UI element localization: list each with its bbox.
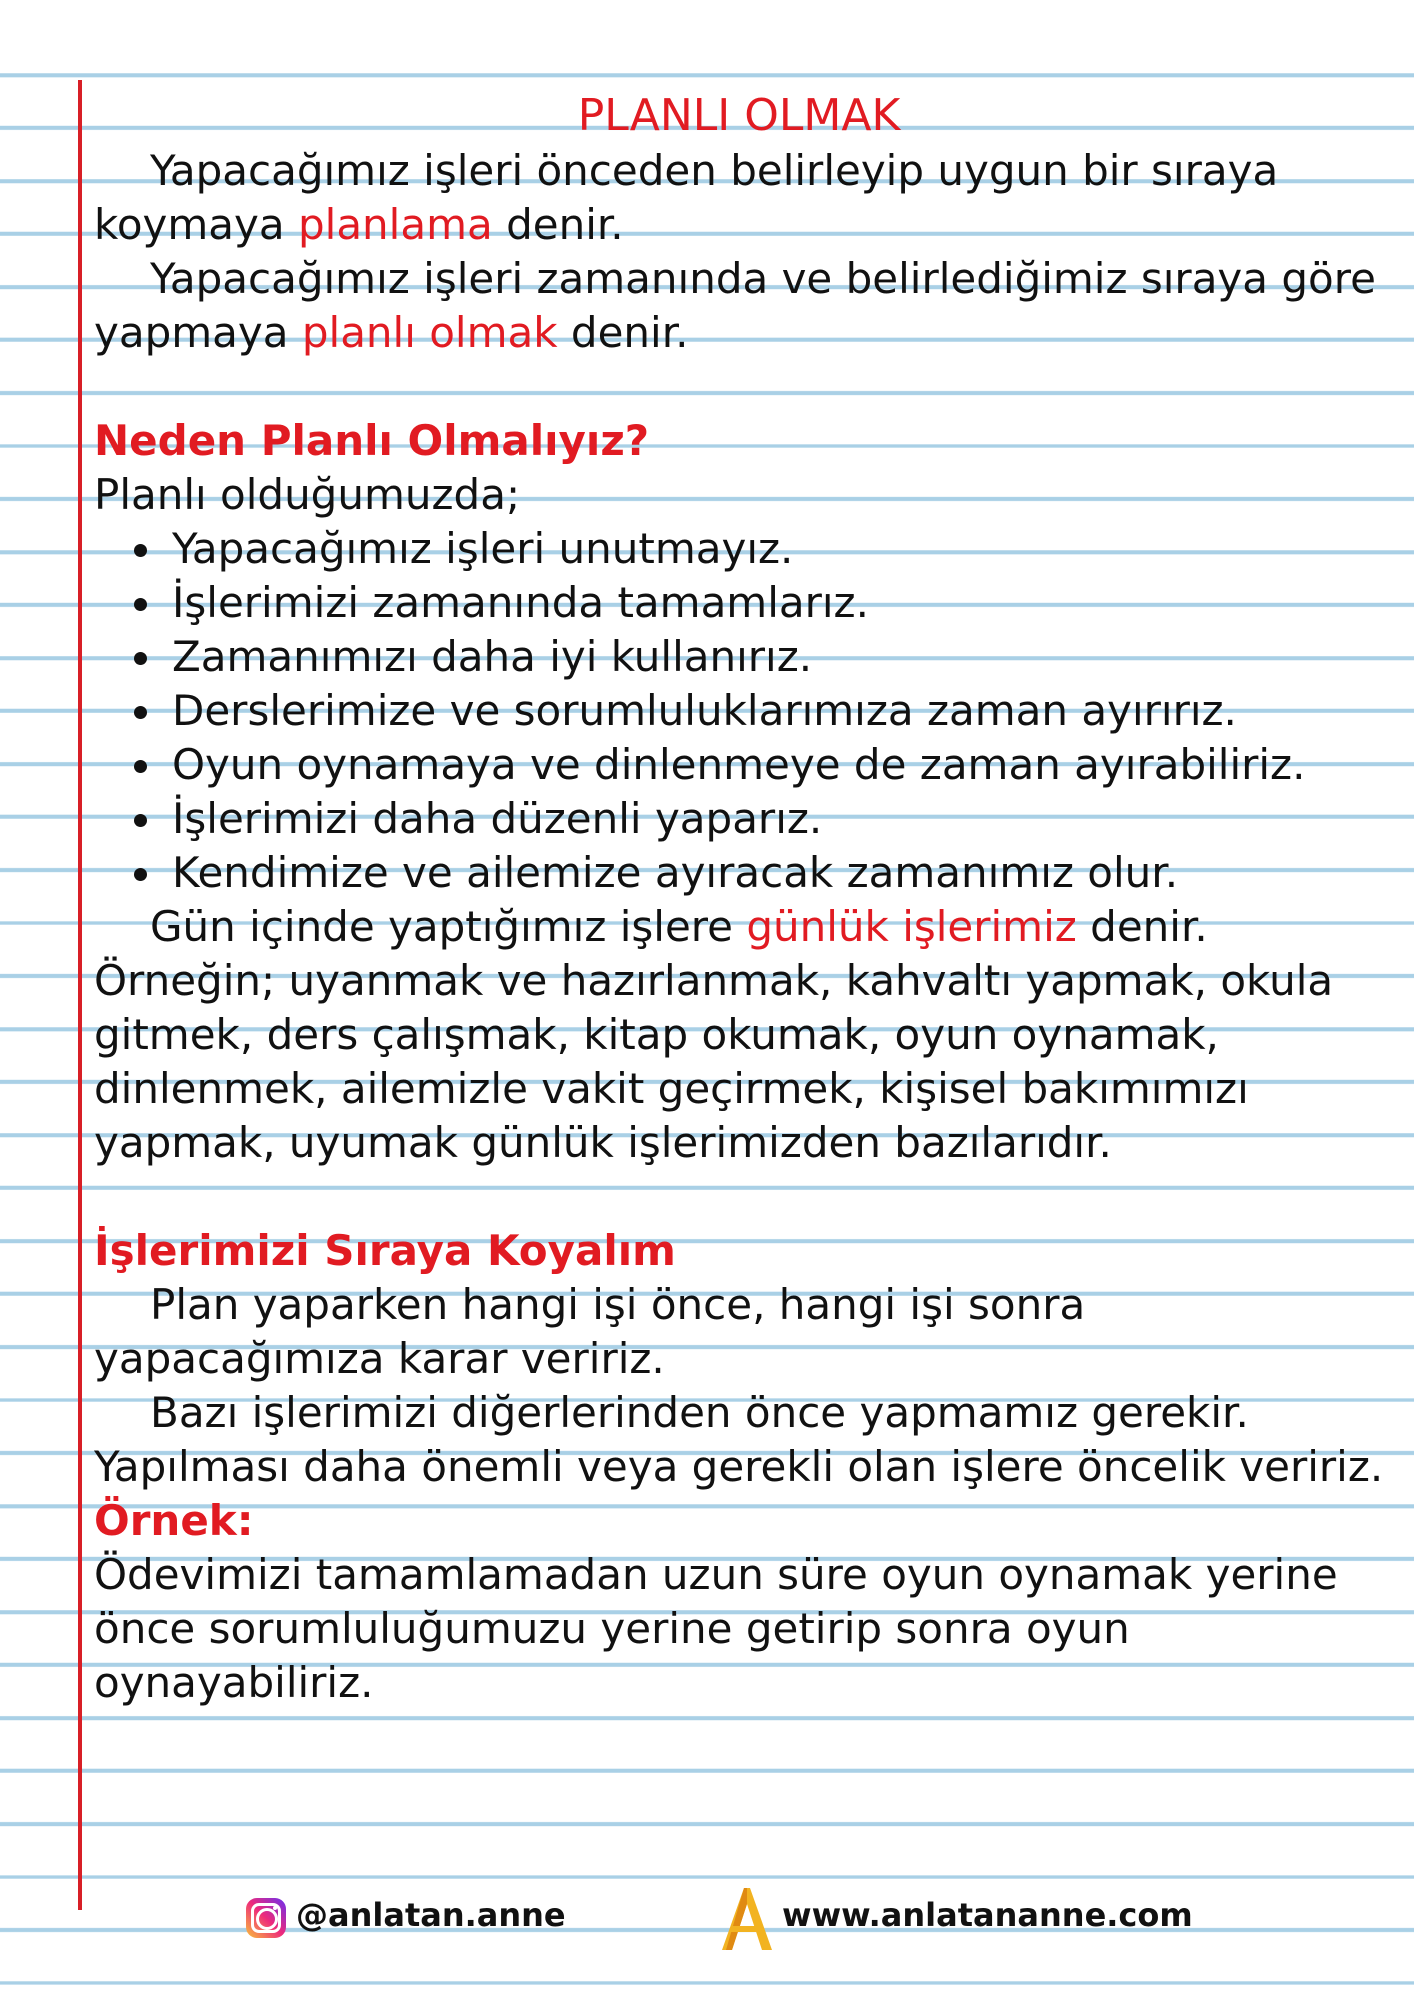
footer bbox=[0, 1890, 1414, 1950]
list-item-text: İşlerimizi zamanında tamamlarız. bbox=[172, 578, 869, 627]
section-heading-why-plan: Neden Planlı Olmalıyız? bbox=[94, 416, 650, 465]
section1-lead: Planlı olduğumuzda; bbox=[94, 470, 521, 519]
letter-a-logo-icon bbox=[714, 1886, 774, 1952]
list-item bbox=[134, 522, 1384, 576]
term-gunluk-islerimiz: günlük işlerimiz bbox=[746, 902, 1077, 951]
intro-paragraph-1 bbox=[94, 144, 1384, 252]
bullet-icon bbox=[134, 760, 147, 773]
term-planli-olmak: planlı olmak bbox=[301, 308, 558, 357]
daily-tasks-end: denir. bbox=[1076, 902, 1208, 951]
bullet-icon bbox=[134, 598, 147, 611]
spacer bbox=[94, 1170, 1384, 1224]
bullet-icon bbox=[134, 868, 147, 881]
intro-paragraph-2 bbox=[94, 252, 1384, 360]
example-heading: Örnek: bbox=[94, 1496, 254, 1545]
bullet-icon bbox=[134, 652, 147, 665]
bullet-icon bbox=[134, 544, 147, 557]
bullet-icon bbox=[134, 706, 147, 719]
instagram-handle: @anlatan.anne bbox=[296, 1896, 566, 1934]
worksheet bbox=[94, 88, 1384, 1710]
daily-tasks-text: Gün içinde yaptığımız işlere bbox=[150, 902, 747, 951]
list-item bbox=[134, 684, 1384, 738]
list-item bbox=[134, 738, 1384, 792]
website-link[interactable]: www.anlatananne.com bbox=[782, 1896, 1193, 1934]
ordering-paragraph-2: Bazı işlerimizi diğerlerinden önce yapmamız gerekir. Yapılması daha önemli veya gerekli olan işlere öncelik veririz. bbox=[94, 1388, 1384, 1491]
intro-p1-end: denir. bbox=[492, 200, 624, 249]
instagram-icon bbox=[246, 1898, 286, 1938]
notebook-margin-line bbox=[78, 80, 82, 1910]
list-item bbox=[134, 846, 1384, 900]
example-paragraph: Ödevimizi tamamlamadan uzun süre oyun oynamak yerine önce sorumluluğumuzu yerine getirip sonra oyun oynayabiliriz. bbox=[94, 1550, 1338, 1707]
benefits-list bbox=[94, 522, 1384, 900]
intro-p1-text: Yapacağımız işleri önceden belirleyip uygun bir sıraya koymaya bbox=[94, 146, 1279, 249]
intro-p2-text: Yapacağımız işleri zamanında ve belirlediğimiz sıraya göre yapmaya bbox=[94, 254, 1376, 357]
spacer bbox=[94, 360, 1384, 414]
list-item bbox=[134, 576, 1384, 630]
list-item-text: Oyun oynamaya ve dinlenmeye de zaman ayırabiliriz. bbox=[172, 740, 1306, 789]
list-item-text: Derslerimize ve sorumluluklarımıza zaman ayırırız. bbox=[172, 686, 1237, 735]
intro-p2-end: denir. bbox=[557, 308, 689, 357]
ordering-paragraph-1: Plan yaparken hangi işi önce, hangi işi sonra yapacağımıza karar veririz. bbox=[94, 1280, 1086, 1383]
list-item-text: Yapacağımız işleri unutmayız. bbox=[172, 524, 794, 573]
section-heading-ordering: İşlerimizi Sıraya Koyalım bbox=[94, 1226, 676, 1275]
examples-paragraph: Örneğin; uyanmak ve hazırlanmak, kahvaltı yapmak, okula gitmek, ders çalışmak, kitap okumak, oyun oynamak, dinlenmek, ailemizle vakit geçirmek, kişisel bakımımızı yapmak, uyumak günlük işlerimizden bazılarıdır. bbox=[94, 956, 1334, 1167]
page-title: PLANLI OLMAK bbox=[577, 90, 901, 141]
daily-tasks-paragraph bbox=[94, 900, 1384, 954]
term-planlama: planlama bbox=[297, 200, 493, 249]
list-item-text: Zamanımızı daha iyi kullanırız. bbox=[172, 632, 813, 681]
bullet-icon bbox=[134, 814, 147, 827]
list-item-text: Kendimize ve ailemize ayıracak zamanımız olur. bbox=[172, 848, 1179, 897]
list-item bbox=[134, 630, 1384, 684]
list-item bbox=[134, 792, 1384, 846]
list-item-text: İşlerimizi daha düzenli yaparız. bbox=[172, 794, 823, 843]
